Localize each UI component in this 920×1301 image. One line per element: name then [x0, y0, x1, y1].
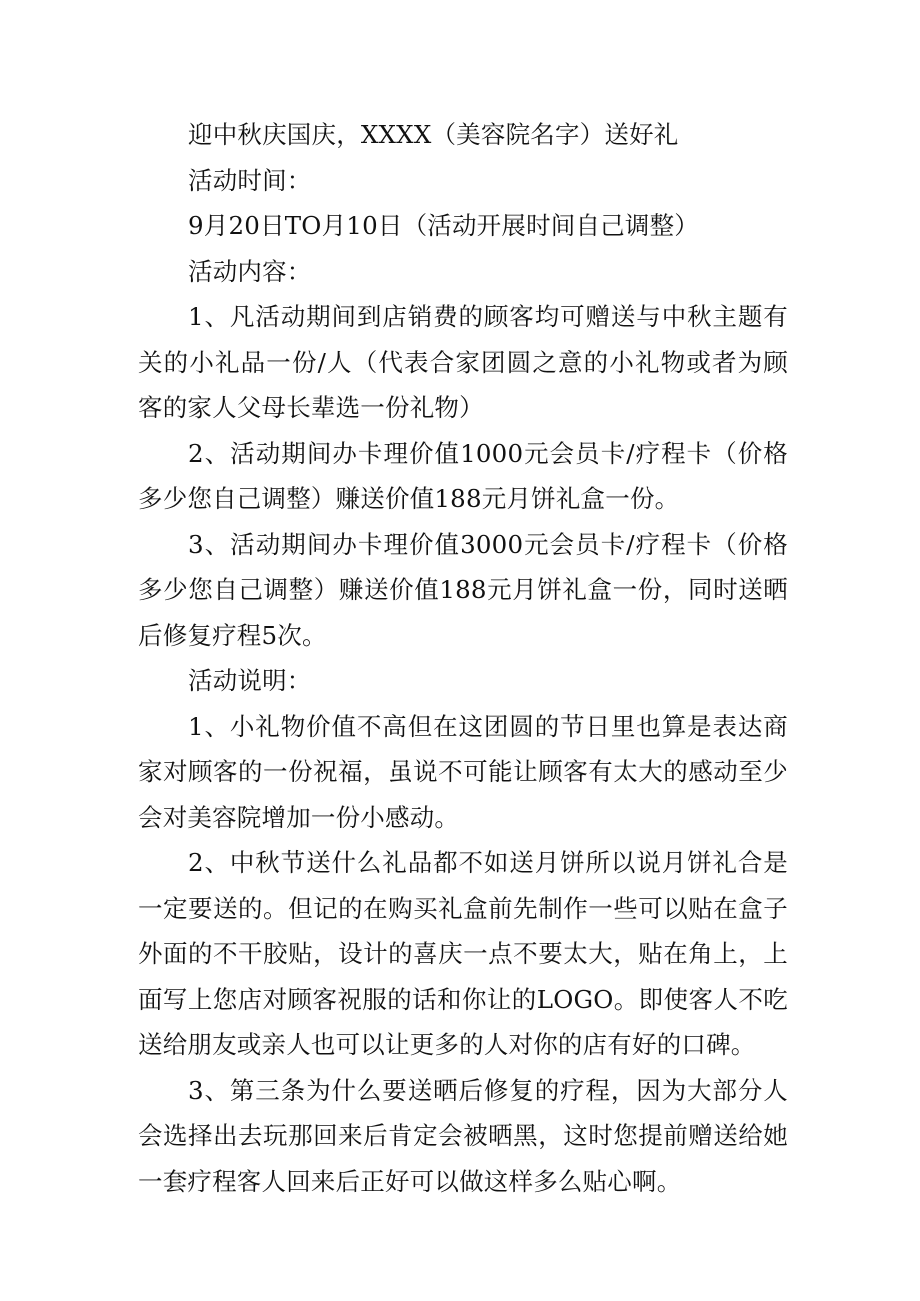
- activity-time-heading: 活动时间：: [188, 165, 312, 195]
- activity-notes-item-2: 2、中秋节送什么礼品都不如送月饼所以说月饼礼合是一定要送的。但记的在购买礼盒前先制作一些可以贴在盒子外面的不干胶贴，设计的喜庆一点不要太大，贴在角上，上面写上您店对顾客祝服的话和你让的LOGO。即使客人不吃送给朋友或亲人也可以让更多的人对你的店有好的口碑。: [138, 848, 788, 1059]
- activity-notes-heading: 活动说明：: [188, 666, 312, 695]
- document-body: [138, 112, 788, 1204]
- document-title: 迎中秋庆国庆，XXXX（美容院名字）送好礼: [188, 120, 679, 149]
- activity-content-item-2: 2、活动期间办卡理价值1000元会员卡/疗程卡（价格多少您自己调整）赚送价值188元月饼礼盒一份。: [138, 438, 788, 513]
- activity-notes-item-1: 1、小礼物价值不高但在这团圆的节日里也算是表达商家对顾客的一份祝福，虽说不可能让顾客有太大的感动至少会对美容院增加一份小感动。: [138, 711, 788, 832]
- activity-notes-item-3: 3、第三条为什么要送晒后修复的疗程，因为大部分人会选择出去玩那回来后肯定会被晒黑，这时您提前赠送给她一套疗程客人回来后正好可以做这样多么贴心啊。: [138, 1075, 788, 1196]
- activity-content-heading: 活动内容：: [188, 256, 312, 286]
- activity-content-item-3: 3、活动期间办卡理价值3000元会员卡/疗程卡（价格多少您自己调整）赚送价值188元月饼礼盒一份，同时送晒后修复疗程5次。: [138, 529, 788, 650]
- activity-time-value: 9月20日TO月10日（活动开展时间自己调整）: [188, 211, 699, 240]
- activity-content-item-1: 1、凡活动期间到店销费的顾客均可赠送与中秋主题有关的小礼品一份/人（代表合家团圆之意的小礼物或者为顾客的家人父母长辈选一份礼物）: [138, 302, 788, 422]
